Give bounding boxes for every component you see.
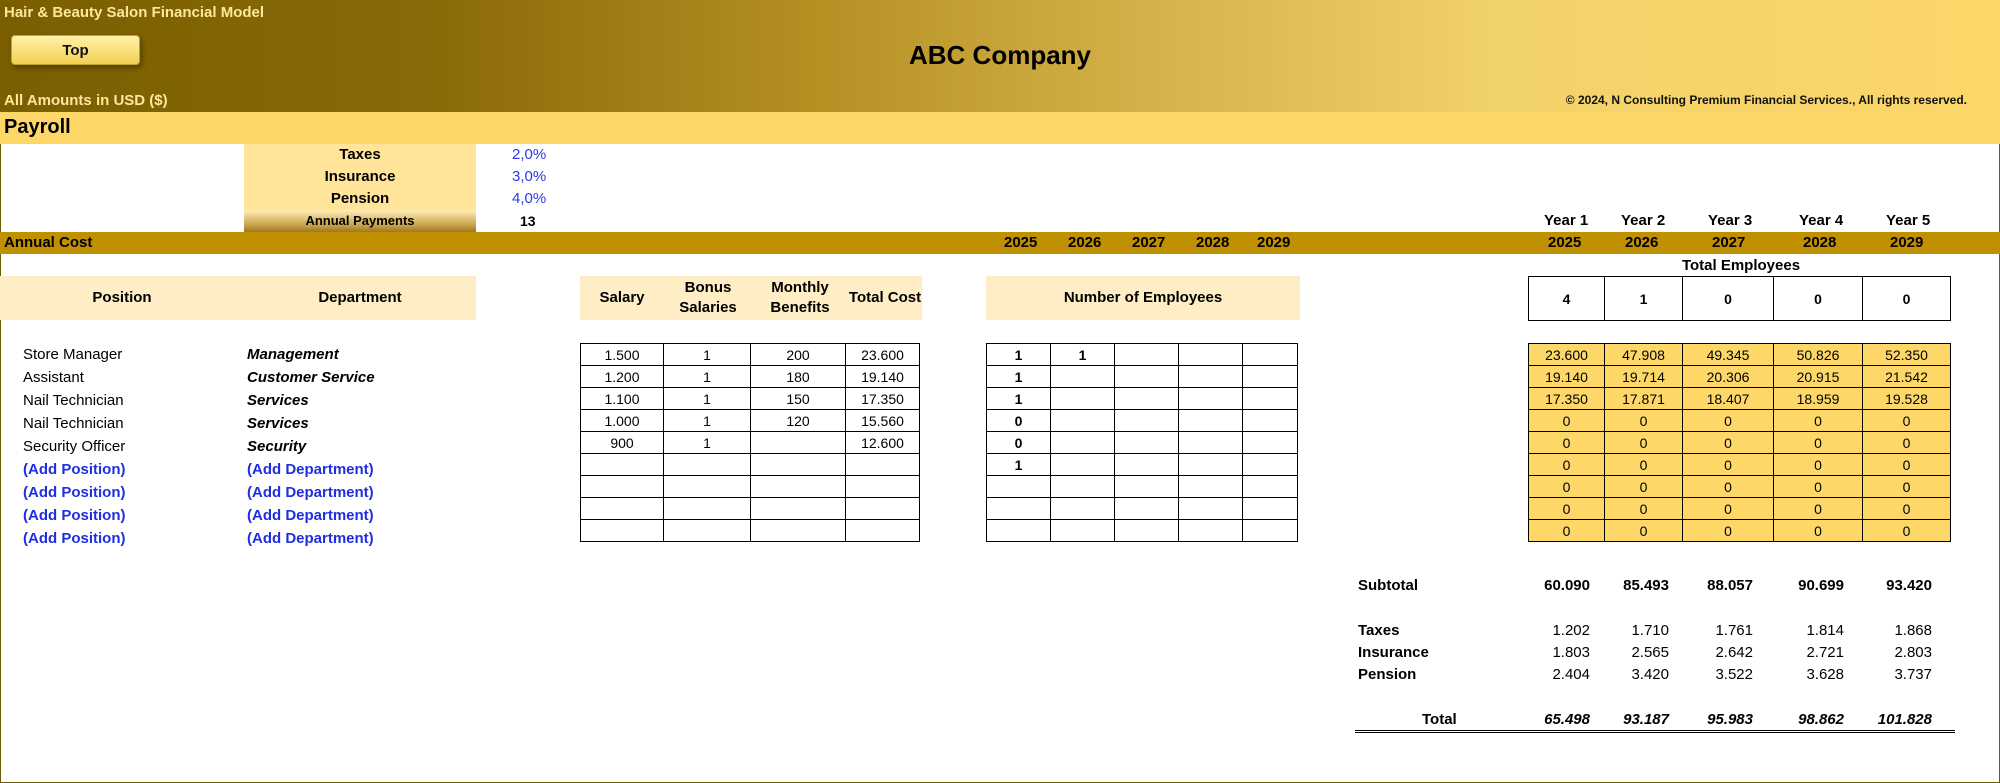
employee-count-cell[interactable]: 1 [987,454,1051,476]
annual-cost-cell: 20.306 [1683,366,1774,388]
table-row [581,366,920,388]
col-header-bonus: Bonus Salaries [664,276,752,320]
employee-count-cell[interactable] [1243,344,1298,366]
annual-cost-cell: 0 [1529,432,1605,454]
summary-pension-value: 3.420 [1631,666,1669,683]
annual-cost-cell: 0 [1529,498,1605,520]
salary-total-cell: 19.140 [846,366,920,388]
amounts-note: All Amounts in USD ($) [4,92,168,109]
department-cell[interactable]: (Add Department) [247,484,374,501]
annual-cost-cell: 18.407 [1683,388,1774,410]
employee-count-cell[interactable] [1243,476,1298,498]
employee-count-cell[interactable] [987,498,1051,520]
employees-table [986,343,1298,542]
summary-total-value: 95.983 [1707,711,1753,728]
col-header-position: Position [0,276,244,320]
annual-cost-label: Annual Cost [4,234,93,251]
salary-total-cell [846,476,920,498]
salary-benefits-cell[interactable]: 120 [751,410,846,432]
annual-cost-cell: 0 [1774,432,1863,454]
band-year-2029: 2029 [1257,234,1291,251]
salary-benefits-cell[interactable] [751,454,846,476]
table-row [581,388,920,410]
annual-cost-cell: 0 [1863,454,1951,476]
table-row [1529,366,1951,388]
annual-cost-cell: 0 [1863,498,1951,520]
total-employees-label: Total Employees [1681,257,1801,274]
annual-cost-cell: 0 [1605,476,1683,498]
year-label-4: Year 4 [1799,212,1844,229]
employee-count-cell[interactable] [1243,410,1298,432]
col-header-salary: Salary [580,276,664,320]
salary-benefits-cell[interactable] [751,520,846,542]
year-label-1: Year 1 [1544,212,1589,229]
position-cell: Store Manager [23,346,123,363]
employee-count-cell[interactable] [1115,498,1179,520]
annual-cost-cell: 0 [1774,454,1863,476]
employee-count-cell[interactable] [1051,520,1115,542]
employee-count-cell[interactable] [1051,366,1115,388]
annual-cost-cell: 0 [1863,476,1951,498]
annual-costs-table [1528,343,1951,542]
rate-label-taxes: Taxes [244,144,476,166]
salary-salary-cell[interactable]: 1.000 [581,410,664,432]
annual-cost-cell: 19.528 [1863,388,1951,410]
employee-count-cell[interactable] [1051,410,1115,432]
salary-bonus-cell[interactable] [664,476,751,498]
employee-count-cell[interactable] [1243,388,1298,410]
salary-salary-cell[interactable]: 1.500 [581,344,664,366]
summary-pension-value: 3.628 [1806,666,1844,683]
table-row [1529,344,1951,366]
table-row [581,410,920,432]
annual-cost-cell: 0 [1529,520,1605,542]
band-year-2028: 2028 [1196,234,1230,251]
employee-count-cell[interactable] [1243,432,1298,454]
summary-insurance-label: Insurance [1358,644,1429,661]
annual-cost-cell: 49.345 [1683,344,1774,366]
table-row [1529,498,1951,520]
annual-cost-cell: 50.826 [1774,344,1863,366]
annual-cost-cell: 17.350 [1529,388,1605,410]
model-title: Hair & Beauty Salon Financial Model [4,4,265,21]
annual-cost-cell: 17.871 [1605,388,1683,410]
summary-subtotal-label: Subtotal [1358,577,1418,594]
salary-table [580,343,920,542]
summary-pension-label: Pension [1358,666,1417,683]
annual-cost-band [0,232,2000,254]
summary-total-value: 101.828 [1877,711,1932,728]
table-row [581,498,920,520]
employee-count-cell[interactable]: 1 [987,366,1051,388]
annual-cost-cell: 52.350 [1863,344,1951,366]
position-cell: Nail Technician [23,415,124,432]
salary-total-cell: 12.600 [846,432,920,454]
table-row [581,476,920,498]
year-label-3: Year 3 [1708,212,1753,229]
total-employees-y4: 0 [1774,277,1863,321]
table-row [987,432,1298,454]
annual-cost-cell: 0 [1605,498,1683,520]
summary-subtotal-value: 60.090 [1544,577,1590,594]
annual-cost-cell: 18.959 [1774,388,1863,410]
employee-count-cell[interactable] [1243,498,1298,520]
salary-salary-cell[interactable] [581,454,664,476]
employee-count-cell[interactable] [1179,454,1243,476]
salary-benefits-cell[interactable]: 150 [751,388,846,410]
annual-cost-cell: 19.714 [1605,366,1683,388]
department-cell: Security [247,438,307,455]
salary-benefits-cell[interactable]: 180 [751,366,846,388]
salary-salary-cell[interactable]: 900 [581,432,664,454]
salary-bonus-cell[interactable]: 1 [664,388,751,410]
table-row [987,476,1298,498]
table-row [987,366,1298,388]
employee-count-cell[interactable]: 1 [987,344,1051,366]
summary-insurance-value: 1.803 [1552,644,1590,661]
salary-benefits-cell[interactable] [751,432,846,454]
annual-cost-cell: 0 [1529,410,1605,432]
table-row [987,498,1298,520]
employee-count-cell[interactable] [1179,498,1243,520]
employee-count-cell[interactable] [1115,476,1179,498]
position-cell[interactable]: (Add Position) [23,484,126,501]
employee-count-cell[interactable] [1179,344,1243,366]
employee-count-cell[interactable]: 1 [987,388,1051,410]
summary-taxes-value: 1.761 [1715,622,1753,639]
employee-count-cell[interactable] [1179,476,1243,498]
salary-salary-cell[interactable]: 1.200 [581,366,664,388]
salary-bonus-cell[interactable] [664,520,751,542]
band-year-2027-right: 2027 [1712,234,1746,251]
table-row [987,388,1298,410]
department-cell: Customer Service [247,369,375,386]
table-row [581,454,920,476]
annual-cost-cell: 21.542 [1863,366,1951,388]
annual-cost-cell: 0 [1774,520,1863,542]
salary-total-cell [846,498,920,520]
copyright-text: © 2024, N Consulting Premium Financial Services., All rights reserved. [1565,93,1967,107]
table-row [987,410,1298,432]
table-row [581,344,920,366]
total-employees-table [1528,276,1951,321]
annual-cost-cell: 0 [1529,454,1605,476]
table-row [581,432,920,454]
salary-bonus-cell[interactable] [664,454,751,476]
employee-count-cell[interactable] [1051,454,1115,476]
rate-label-pension: Pension [244,188,476,210]
total-employees-y1: 4 [1529,277,1605,321]
summary-taxes-value: 1.868 [1894,622,1932,639]
employee-count-cell[interactable]: 0 [987,432,1051,454]
summary-taxes-value: 1.814 [1806,622,1844,639]
position-cell: Security Officer [23,438,126,455]
salary-benefits-cell[interactable] [751,476,846,498]
band-year-2029-right: 2029 [1890,234,1924,251]
employee-count-cell[interactable] [987,520,1051,542]
year-label-2: Year 2 [1621,212,1666,229]
rate-label-insurance: Insurance [244,166,476,188]
position-cell[interactable]: (Add Position) [23,530,126,547]
employee-count-cell[interactable] [1179,388,1243,410]
rate-value-pension[interactable]: 4,0% [512,190,547,207]
table-row [987,520,1298,542]
salary-bonus-cell[interactable]: 1 [664,366,751,388]
summary-insurance-value: 2.721 [1806,644,1844,661]
summary-pension-value: 3.737 [1894,666,1932,683]
employee-count-cell[interactable] [1051,476,1115,498]
rate-value-taxes[interactable]: 2,0% [512,146,547,163]
salary-salary-cell[interactable] [581,498,664,520]
employee-count-cell[interactable] [1115,366,1179,388]
summary-total-label: Total [1422,711,1457,728]
department-cell[interactable]: (Add Department) [247,530,374,547]
salary-total-cell: 15.560 [846,410,920,432]
annual-cost-cell: 0 [1683,498,1774,520]
salary-bonus-cell[interactable] [664,498,751,520]
annual-payments-value[interactable]: 13 [520,213,536,229]
summary-total-value: 65.498 [1544,711,1590,728]
employee-count-cell[interactable] [1179,366,1243,388]
annual-cost-cell: 23.600 [1529,344,1605,366]
summary-subtotal-value: 85.493 [1623,577,1669,594]
employee-count-cell[interactable] [1051,432,1115,454]
section-band [0,112,2000,144]
employee-count-cell[interactable] [1051,498,1115,520]
col-header-benefits: Monthly Benefits [752,276,848,320]
annual-cost-cell: 0 [1683,454,1774,476]
table-row [1529,432,1951,454]
top-button[interactable]: Top [11,35,140,65]
employee-count-cell[interactable] [1115,388,1179,410]
summary-total-value: 93.187 [1623,711,1669,728]
department-cell: Services [247,392,309,409]
year-label-5: Year 5 [1886,212,1931,229]
summary-subtotal-value: 88.057 [1707,577,1753,594]
salary-total-cell: 23.600 [846,344,920,366]
band-year-2026-right: 2026 [1625,234,1659,251]
department-cell[interactable]: (Add Department) [247,461,374,478]
employee-count-cell[interactable] [1051,388,1115,410]
table-row [1529,476,1951,498]
section-title: Payroll [4,116,71,138]
table-row [1529,520,1951,542]
table-row [581,520,920,542]
salary-total-cell [846,520,920,542]
employee-count-cell[interactable] [1179,520,1243,542]
summary-subtotal-value: 90.699 [1798,577,1844,594]
department-cell: Management [247,346,339,363]
salary-benefits-cell[interactable]: 200 [751,344,846,366]
annual-cost-cell: 0 [1529,476,1605,498]
employee-count-cell[interactable] [1115,344,1179,366]
summary-insurance-value: 2.565 [1631,644,1669,661]
salary-salary-cell[interactable] [581,476,664,498]
band-year-2027: 2027 [1132,234,1166,251]
total-employees-y3: 0 [1683,277,1774,321]
summary-taxes-value: 1.710 [1631,622,1669,639]
total-employees-y2: 1 [1605,277,1683,321]
annual-cost-cell: 19.140 [1529,366,1605,388]
annual-cost-cell: 0 [1683,410,1774,432]
annual-cost-cell: 0 [1863,432,1951,454]
employee-count-cell[interactable] [987,476,1051,498]
summary-pension-value: 3.522 [1715,666,1753,683]
table-row [1529,388,1951,410]
summary-pension-value: 2.404 [1552,666,1590,683]
annual-cost-cell: 0 [1605,410,1683,432]
salary-total-cell [846,454,920,476]
salary-total-cell: 17.350 [846,388,920,410]
annual-cost-cell: 0 [1605,432,1683,454]
position-cell: Nail Technician [23,392,124,409]
annual-cost-cell: 0 [1774,410,1863,432]
employee-count-cell[interactable]: 1 [1051,344,1115,366]
department-cell: Services [247,415,309,432]
summary-taxes-value: 1.202 [1552,622,1590,639]
band-year-2025: 2025 [1004,234,1038,251]
table-row [987,344,1298,366]
employee-count-cell[interactable] [1115,410,1179,432]
salary-salary-cell[interactable]: 1.100 [581,388,664,410]
annual-cost-cell: 0 [1774,476,1863,498]
employee-count-cell[interactable] [1179,410,1243,432]
annual-cost-cell: 0 [1605,520,1683,542]
position-cell[interactable]: (Add Position) [23,507,126,524]
table-row [987,454,1298,476]
salary-bonus-cell[interactable]: 1 [664,410,751,432]
total-employees-y5: 0 [1863,277,1951,321]
total-underline [1355,730,1955,733]
table-row [1529,454,1951,476]
summary-total-value: 98.862 [1798,711,1844,728]
employee-count-cell[interactable]: 0 [987,410,1051,432]
summary-insurance-value: 2.803 [1894,644,1932,661]
col-header-number-employees: Number of Employees [986,276,1300,320]
salary-bonus-cell[interactable]: 1 [664,432,751,454]
rate-value-insurance[interactable]: 3,0% [512,168,547,185]
col-header-department: Department [244,276,476,320]
band-year-2028-right: 2028 [1803,234,1837,251]
annual-payments-label: Annual Payments [244,210,476,232]
band-year-2025-right: 2025 [1548,234,1582,251]
annual-cost-cell: 0 [1863,520,1951,542]
salary-bonus-cell[interactable]: 1 [664,344,751,366]
employee-count-cell[interactable] [1243,366,1298,388]
employee-count-cell[interactable] [1115,432,1179,454]
annual-cost-cell: 0 [1605,454,1683,476]
band-year-2026: 2026 [1068,234,1102,251]
annual-cost-cell: 0 [1683,520,1774,542]
position-cell: Assistant [23,369,84,386]
annual-cost-cell: 0 [1774,498,1863,520]
annual-cost-cell: 0 [1683,476,1774,498]
summary-insurance-value: 2.642 [1715,644,1753,661]
annual-cost-cell: 20.915 [1774,366,1863,388]
annual-cost-cell: 0 [1863,410,1951,432]
table-row [1529,410,1951,432]
employee-count-cell[interactable] [1243,454,1298,476]
summary-taxes-label: Taxes [1358,622,1400,639]
annual-cost-cell: 47.908 [1605,344,1683,366]
company-name: ABC Company [908,40,1091,70]
col-header-total-cost: Total Cost [848,276,922,320]
department-cell[interactable]: (Add Department) [247,507,374,524]
salary-benefits-cell[interactable] [751,498,846,520]
employee-count-cell[interactable] [1115,520,1179,542]
salary-salary-cell[interactable] [581,520,664,542]
annual-cost-cell: 0 [1683,432,1774,454]
position-cell[interactable]: (Add Position) [23,461,126,478]
employee-count-cell[interactable] [1243,520,1298,542]
employee-count-cell[interactable] [1115,454,1179,476]
summary-subtotal-value: 93.420 [1886,577,1932,594]
employee-count-cell[interactable] [1179,432,1243,454]
